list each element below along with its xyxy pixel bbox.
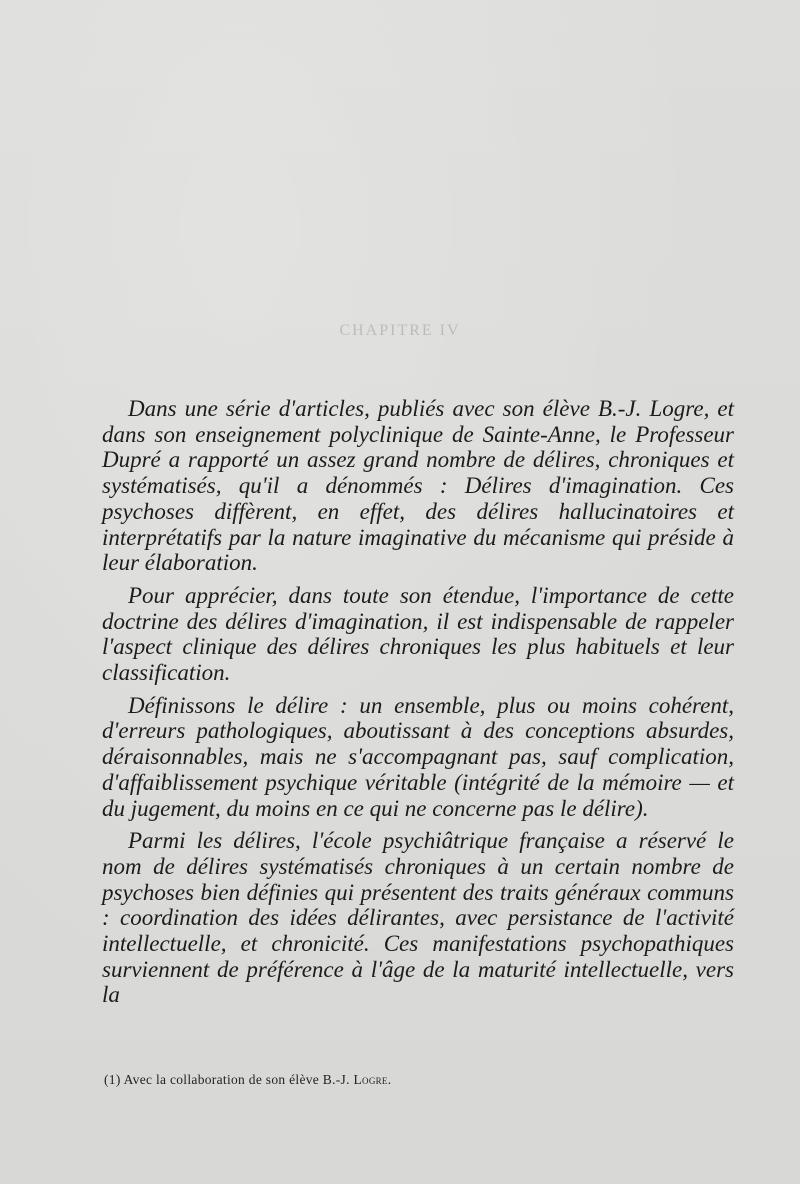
paragraph-1: Dans une série d'articles, publiés avec son élève B.-J. Logre, et dans son enseignement polyclinique de Sainte-Anne, le Professeur Dupré a rapporté un assez grand nombre de délires, chroniques et systématisés, qu'il a dénommés : Délires d'imagination. Ces psychoses diffèrent, en effet, des délires hallucinatoires et interprétatifs par la nature imaginative du mécanisme qui préside à leur élaboration. xyxy=(102,396,734,576)
paragraph-4: Parmi les délires, l'école psychiâtrique française a réservé le nom de délires systématisés chroniques à un certain nombre de psychoses bien définies qui présentent des traits généraux communs : coordination des idées délirantes, avec persistance de l'activité intellectuelle, et chronicité. Ces manifestations psychopathiques surviennent de préférence à l'âge de la maturité intellectuelle, vers la xyxy=(102,828,734,1008)
footnote-marker: (1) xyxy=(104,1072,121,1087)
main-text xyxy=(102,396,734,1015)
footnote-author: Logre. xyxy=(353,1072,392,1087)
chapter-heading-showthrough: CHAPITRE IV xyxy=(339,322,461,339)
footnote xyxy=(104,1072,744,1088)
paragraph-3: Définissons le délire : un ensemble, plus ou moins cohérent, d'erreurs pathologiques, aboutissant à des conceptions absurdes, déraisonnables, mais ne s'accompagnant pas, sauf complication, d'affaiblissement psychique véritable (intégrité de la mémoire — et du jugement, du moins en ce qui ne concerne pas le délire). xyxy=(102,692,734,821)
paragraph-2: Pour apprécier, dans toute son étendue, l'importance de cette doctrine des délires d'imagination, il est indispensable de rappeler l'aspect clinique des délires chroniques les plus habituels et leur classification. xyxy=(102,582,734,686)
footnote-text: Avec la collaboration de son élève B.-J. xyxy=(123,1072,350,1087)
